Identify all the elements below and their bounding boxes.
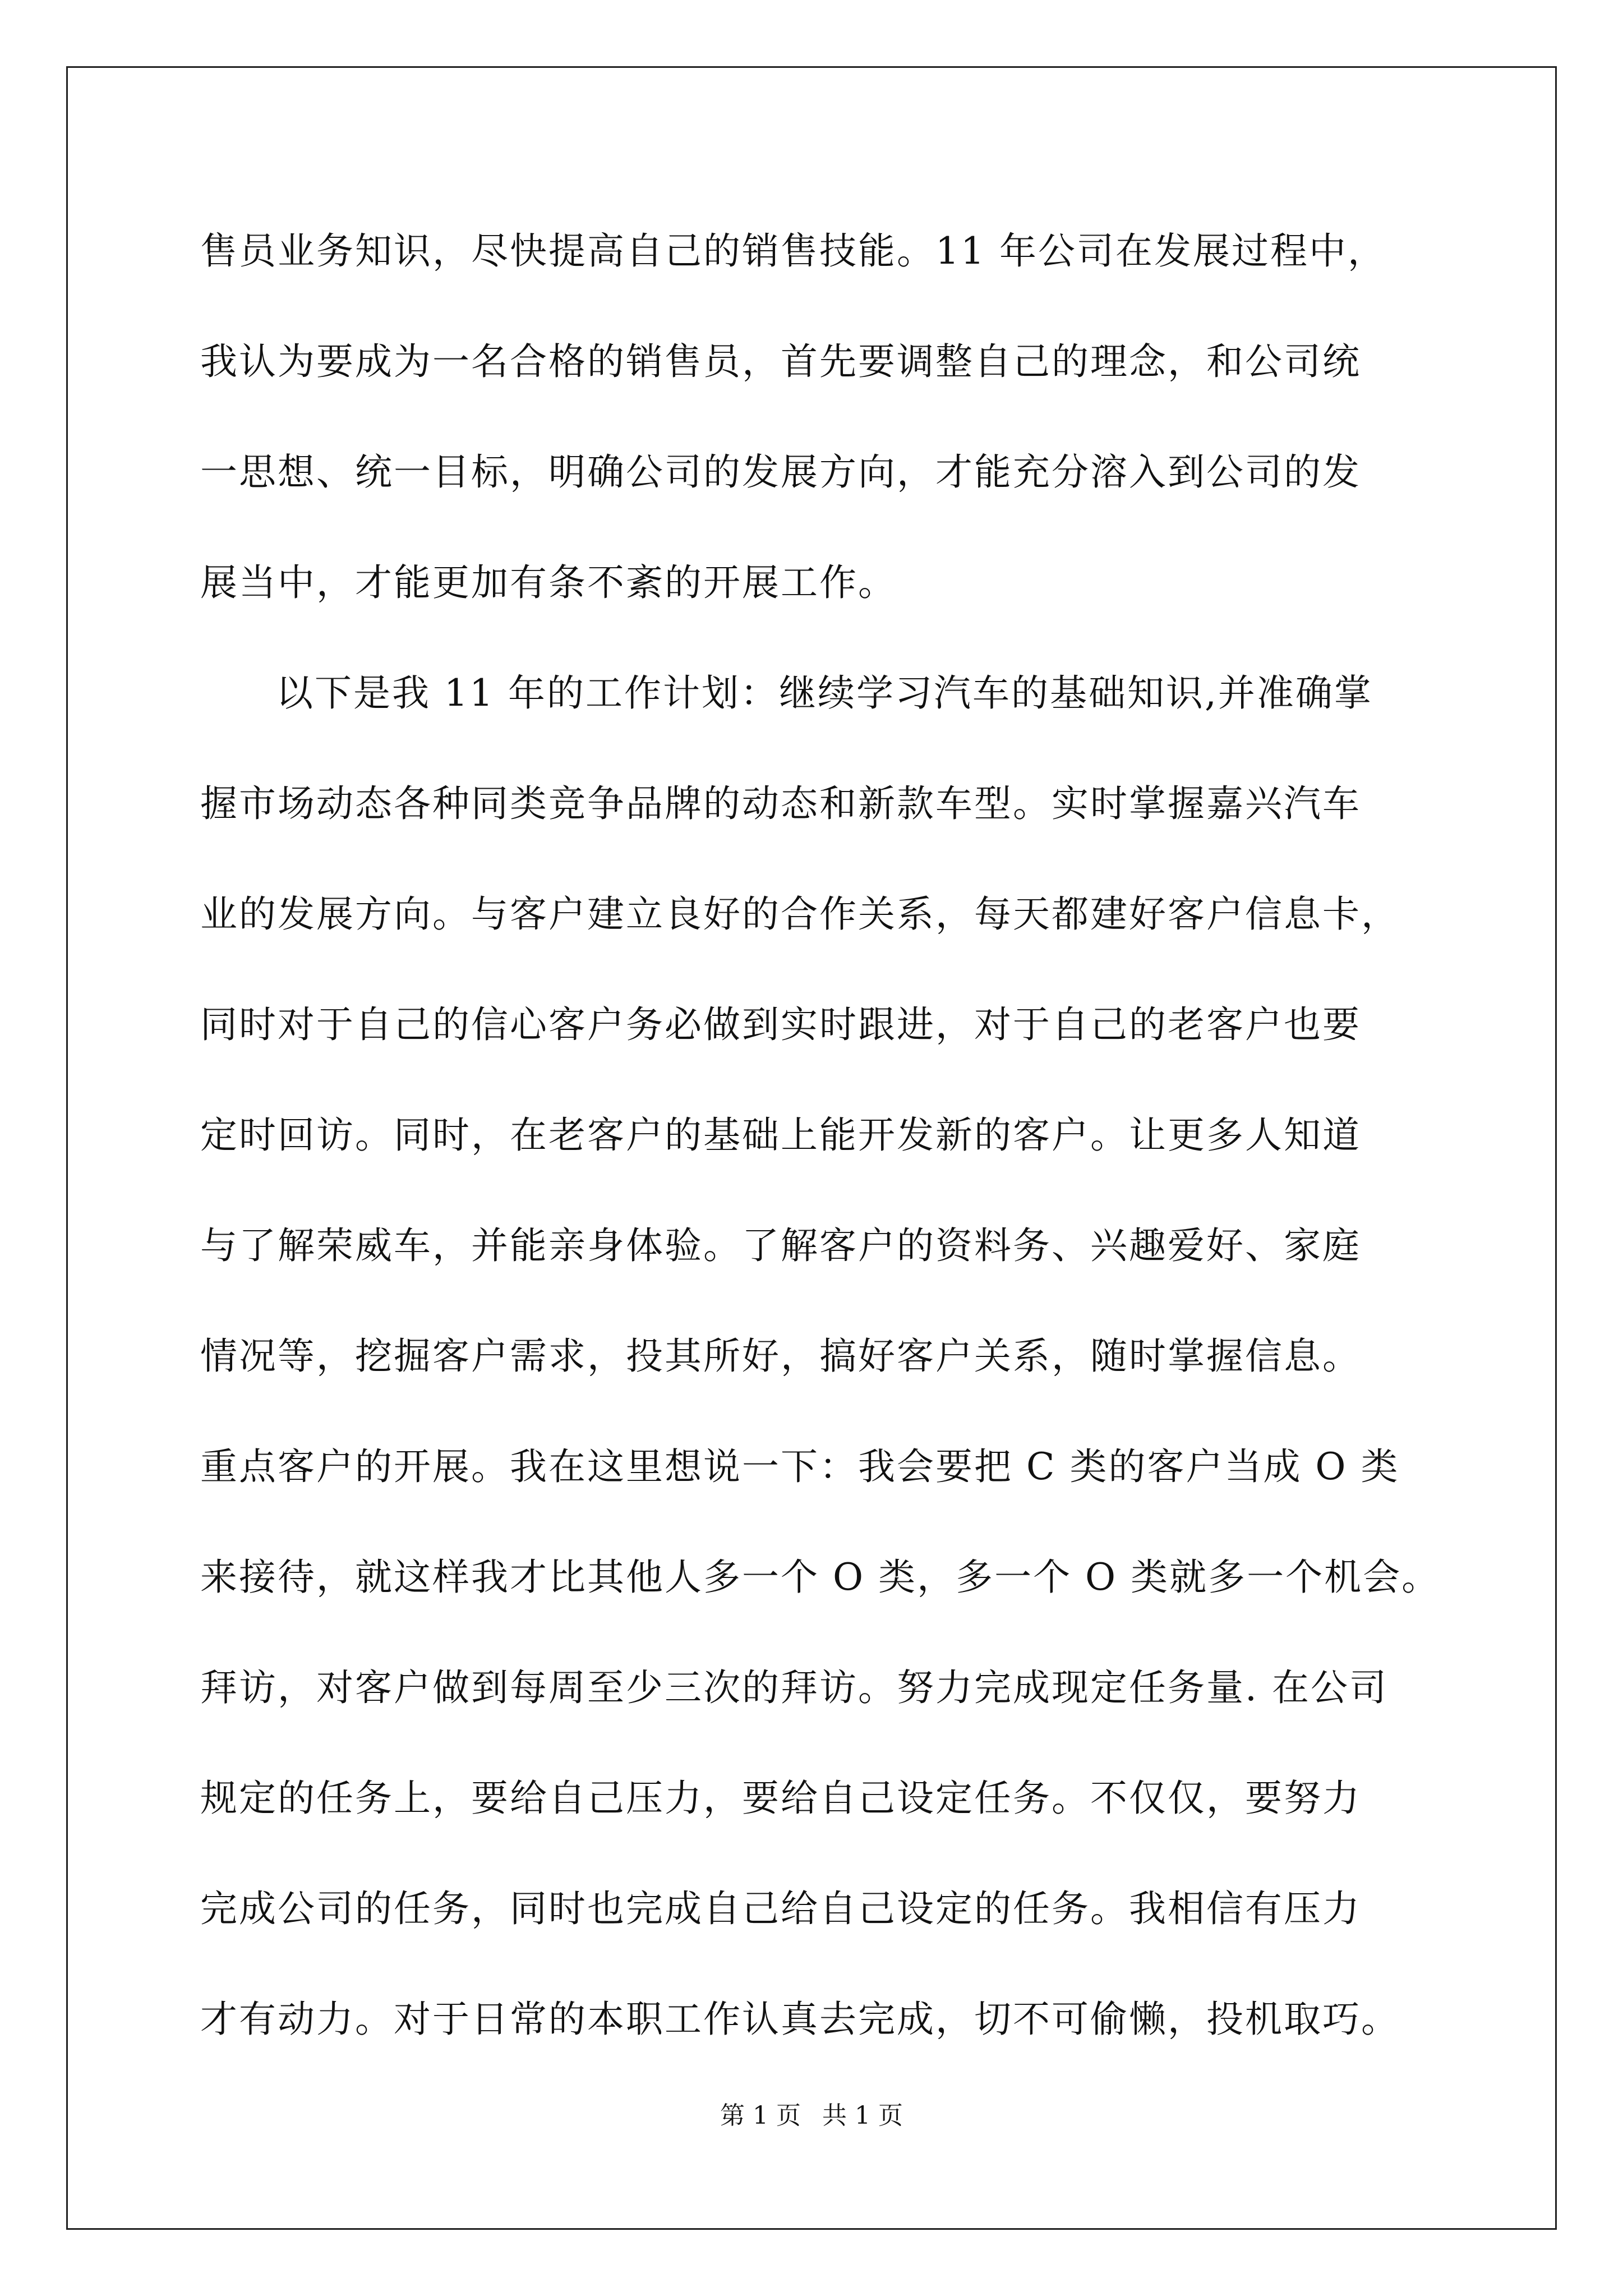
text-line: 我认为要成为一名合格的销售员，首先要调整自己的理念，和公司统 <box>200 340 1361 383</box>
text-line: 展当中，才能更加有条不紊的开展工作。 <box>200 561 897 604</box>
text-line: 售员业务知识，尽快提高自己的销售技能。11 年公司在发展过程中， <box>200 229 1386 273</box>
text-line: 规定的任务上，要给自己压力，要给自己设定任务。不仅仅，要努力 <box>200 1777 1361 1820</box>
text-line: 来接待，就这样我才比其他人多一个 O 类，多一个 O 类就多一个机会。 <box>200 1556 1441 1599</box>
page-number: 第 1 页 <box>720 2101 801 2130</box>
text-line: 定时回访。同时，在老客户的基础上能开发新的客户。让更多人知道 <box>200 1114 1361 1157</box>
text-line: 同时对于自己的信心客户务必做到实时跟进，对于自己的老客户也要 <box>200 1003 1361 1046</box>
text-line: 才有动力。对于日常的本职工作认真去完成，切不可偷懒，投机取巧。 <box>200 1998 1400 2041</box>
text-line: 情况等，挖掘客户需求，投其所好，搞好客户关系，随时掌握信息。 <box>200 1335 1361 1378</box>
text-line: 业的发展方向。与客户建立良好的合作关系，每天都建好客户信息卡， <box>200 892 1400 936</box>
paragraph-first-line: 以下是我 11 年的工作计划：继续学习汽车的基础知识,并准确掌 <box>276 671 1373 715</box>
text-line: 一思想、统一目标，明确公司的发展方向，才能充分溶入到公司的发 <box>200 450 1361 494</box>
page-total: 共 1 页 <box>822 2101 903 2130</box>
page-footer <box>0 2101 1623 2130</box>
text-line: 完成公司的任务，同时也完成自己给自己设定的任务。我相信有压力 <box>200 1887 1361 1930</box>
text-line: 与了解荣威车，并能亲身体验。了解客户的资料务、兴趣爱好、家庭 <box>200 1224 1361 1267</box>
text-line: 拜访，对客户做到每周至少三次的拜访。努力完成现定任务量. 在公司 <box>200 1666 1388 1709</box>
text-line: 重点客户的开展。我在这里想说一下：我会要把 C 类的客户当成 O 类 <box>200 1445 1400 1488</box>
text-line: 握市场动态各种同类竞争品牌的动态和新款车型。实时掌握嘉兴汽车 <box>200 782 1361 825</box>
